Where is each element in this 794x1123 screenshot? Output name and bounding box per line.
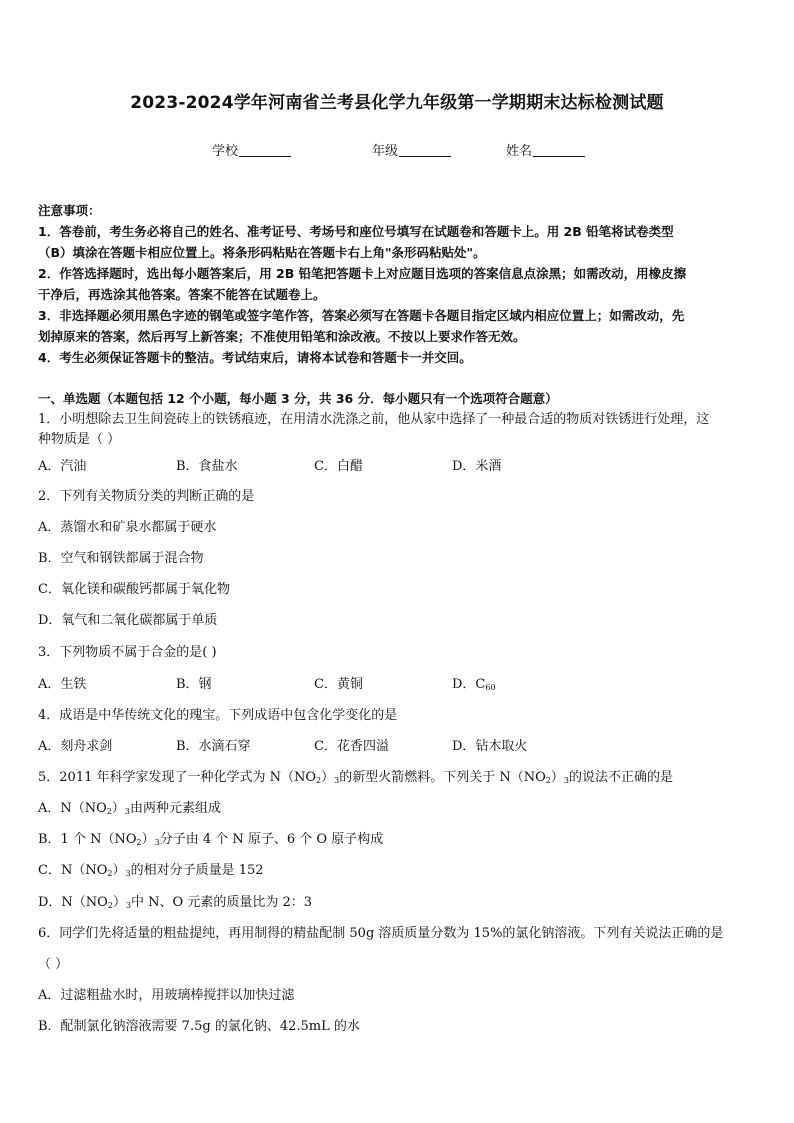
grade-field [372,140,451,159]
q5-option-text: 的相对分子质量是 152 [130,863,264,878]
q4-option-c: C．花香四溢 [314,739,389,754]
q5-subscript: 2 [106,807,112,816]
q1-option-a: A．汽油 [38,459,87,474]
q6-stem-cont: （ ） [38,957,69,972]
q3-option-b: B．钢 [176,677,212,692]
name-field [506,140,585,159]
q2-option-a: A．蒸馏水和矿泉水都属于硬水 [38,520,217,535]
q5-option-text: B．1 个 N（NO [38,832,137,847]
q5-option-a [38,799,221,822]
q5-option-text: ） [112,863,126,878]
notice-heading: 注意事项： [38,203,101,218]
q5-stem-part: 的新型火箭燃料。下列关于 N（NO [339,770,546,785]
q6-option-b: B．配制氯化钠溶液需要 7.5g 的氯化钠、42.5mL 的水 [38,1019,360,1034]
q5-option-c [38,861,264,884]
q3-option-d-text: D．C [452,677,486,692]
q5-subscript: 3 [125,901,132,910]
notice-line: 划掉原来的答案，然后再写上新答案；不准使用铅笔和涂改液。不按以上要求作答无效。 [38,329,526,344]
grade-blank [399,143,451,157]
q2-option-d: D．氧气和二氧化碳都属于单质 [38,613,218,628]
notice-line: 3．非选择题必须用黑色字迹的钢笔或签字笔作答，答案必须写在答题卡各题目指定区域内相应位置上；如需改动，先 [38,308,685,323]
section-heading: 一、单选题（本题包括 12 个小题，每小题 3 分，共 36 分．每小题只有一个选项符合题意） [38,391,558,406]
q5-option-text: A．N（NO [38,801,107,816]
q5-subscript: 2 [136,838,142,847]
notice-line: 4．考生必须保证答题卡的整洁。考试结束后，请将本试卷和答题卡一并交回。 [38,350,472,365]
q4-option-b: B．水滴石穿 [176,739,251,754]
q3-stem: 3．下列物质不属于合金的是( ) [38,645,217,660]
q4-option-a: A．刻舟求剑 [38,739,113,754]
q5-subscript: 2 [107,901,113,910]
q6-option-a: A．过滤粗盐水时，用玻璃棒搅拌以加快过滤 [38,988,295,1003]
q5-stem-part: 5．2011 年科学家发现了一种化学式为 N（NO [38,770,317,785]
q5-option-text: C．N（NO [38,863,108,878]
notice-line: 2．作答选择题时，选出每小题答案后，用 2B 铅笔把答题卡上对应题目选项的答案信息点涂黑；如需改动，用橡皮擦 [38,266,687,281]
q5-subscript: 2 [545,776,551,785]
q5-option-text: 中 N、O 元素的质量比为 2：3 [131,895,313,910]
q4-option-d: D．钻木取火 [452,739,528,754]
q1-option-d: D．米酒 [452,459,502,474]
q5-subscript: 3 [334,776,340,785]
q5-option-d [38,893,312,916]
q5-stem-part: ） [550,770,564,785]
q5-option-b [38,830,383,853]
notice-line: 干净后，再选涂其他答案。答案不能答在试题卷上。 [38,287,326,302]
q5-option-text: ） [112,895,126,910]
q5-subscript: 3 [124,807,130,816]
name-label: 姓名 [506,144,533,159]
q4-stem: 4．成语是中华传统文化的瑰宝。下列成语中包含化学变化的是 [38,708,398,723]
notice-line: （B）填涂在答题卡相应位置上。将条形码粘贴在答题卡右上角"条形码粘贴处"。 [38,245,486,260]
q5-subscript: 2 [316,776,322,785]
school-blank [239,143,291,157]
q5-option-text: ） [141,832,155,847]
q5-subscript: 3 [125,869,131,878]
q3-option-d [452,675,496,698]
school-field [212,140,291,159]
q6-stem: 6．同学们先将适量的粗盐提纯，再用制得的精盐配制 50g 溶质质量分数为 15%的氯化钠溶液。下列有关说法正确的是 [38,926,724,941]
q3-option-c: C．黄铜 [314,677,363,692]
q1-stem: 1．小明想除去卫生间瓷砖上的铁锈痕迹，在用清水洗涤之前，他从家中选择了一种最合适的物质对铁锈进行处理，这 [38,412,710,427]
q1-option-c: C．白醋 [314,459,363,474]
notice-line: 1．答卷前，考生务必将自己的姓名、准考证号、考场号和座位号填写在试题卷和答题卡上。用 2B 铅笔将试卷类型 [38,224,674,239]
q1-stem-cont: 种物质是（ ） [38,432,121,447]
q5-option-text: 分子由 4 个 N 原子、6 个 O 原子构成 [159,832,384,847]
q5-subscript: 3 [154,838,160,847]
q5-stem [38,768,673,791]
q3-option-a: A．生铁 [38,677,87,692]
q3-option-d-subscript: 60 [485,683,496,692]
q5-option-text: 由两种元素组成 [130,801,222,816]
q5-option-text: ） [111,801,125,816]
grade-label: 年级 [372,144,399,159]
page-title: 2023-2024学年河南省兰考县化学九年级第一学期期末达标检测试题 [130,93,664,113]
school-label: 学校 [212,144,239,159]
q1-option-b: B．食盐水 [176,459,238,474]
q5-stem-part: ） [321,770,335,785]
q5-option-text: D．N（NO [38,895,108,910]
q2-option-b: B．空气和钢铁都属于混合物 [38,551,204,566]
q2-stem: 2．下列有关物质分类的判断正确的是 [38,489,255,504]
q2-option-c: C．氧化镁和碳酸钙都属于氧化物 [38,582,230,597]
q5-subscript: 3 [563,776,569,785]
name-blank [533,143,585,157]
q5-subscript: 2 [107,869,113,878]
q5-stem-part: 的说法不正确的是 [568,770,673,785]
